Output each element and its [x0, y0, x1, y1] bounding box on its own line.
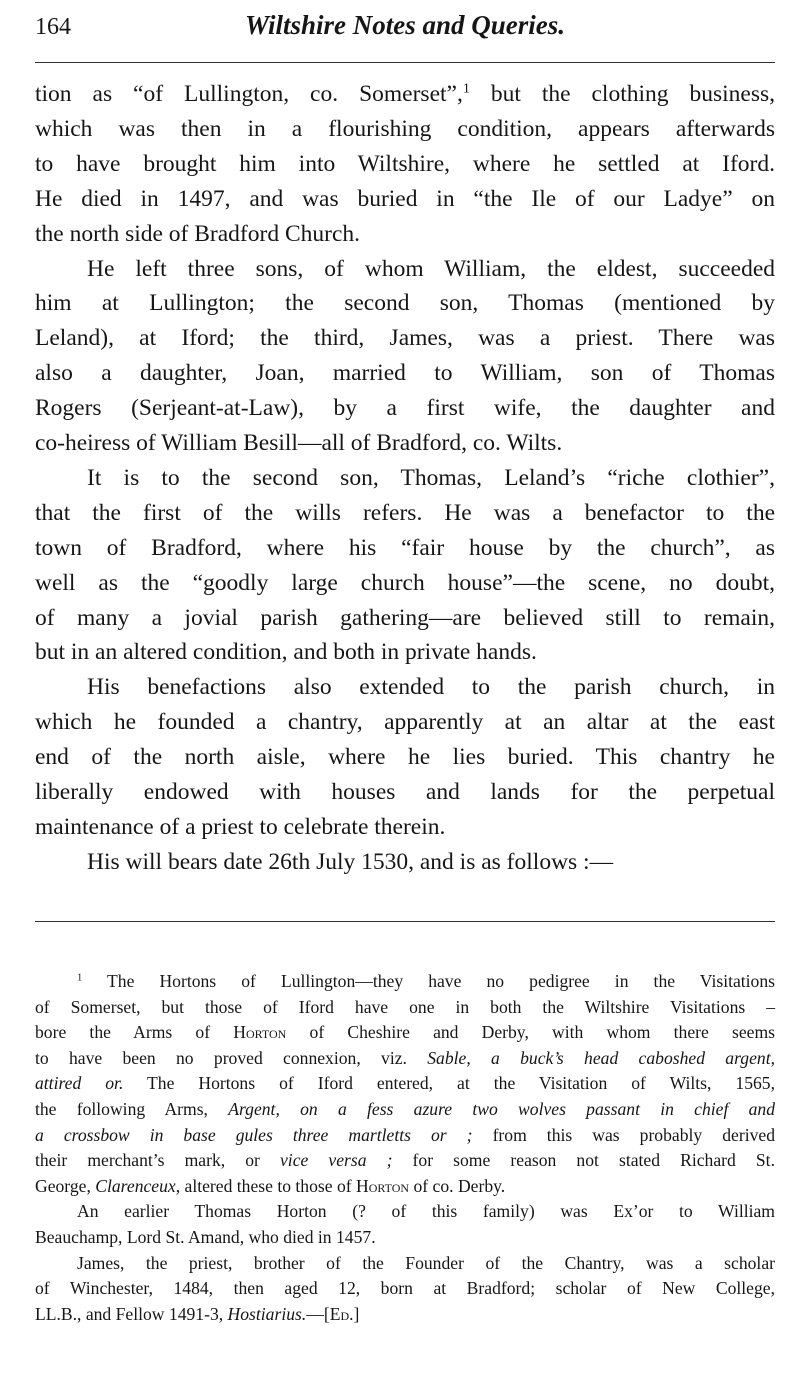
body-text: to have brought him into Wiltshire, where he settled at Iford.	[35, 150, 775, 177]
body-text: which was then in a flourishing condition, appears afterwards	[35, 115, 775, 142]
body-line	[87, 848, 775, 876]
body-text: end of the north aisle, where he lies buried. This chantry he	[35, 744, 775, 771]
footnote-text: for some reason not stated Richard St.	[392, 1150, 775, 1171]
body-text: He left three sons, of whom William, the eldest, succeeded	[87, 255, 775, 282]
body-text: liberally endowed with houses and lands for the perpetual	[35, 779, 775, 805]
body-text: It is to the second son, Thomas, Leland’s “riche clothier”,	[87, 464, 775, 491]
body-text: of many a jovial parish gathering—are believed still to remain,	[35, 604, 775, 631]
footnote-text: the following Arms,	[35, 1099, 229, 1119]
body-line	[35, 813, 775, 841]
body-text: also a daughter, Joan, married to William, son of Thomas	[35, 360, 775, 387]
footnote-line	[35, 997, 775, 1018]
body-text: which he founded a chantry, apparently at an altar at the east	[35, 709, 775, 736]
footnote-line	[77, 1201, 775, 1222]
body-text: the north side of Bradford Church.	[35, 220, 361, 247]
footnote-line	[35, 1073, 775, 1094]
body-line	[87, 464, 775, 492]
body-line	[35, 359, 775, 387]
body-line	[35, 778, 775, 806]
footnote-text: Beauchamp, Lord St. Amand, who died in 1457.	[35, 1227, 376, 1247]
footnote-text: Horton	[233, 1022, 287, 1043]
footnote-line	[35, 1125, 775, 1146]
body-text: Rogers (Serjeant-at-Law), by a first wife, the daughter and	[35, 395, 775, 422]
footnote-line	[35, 1048, 775, 1069]
footnote-text: Clarenceux	[95, 1175, 176, 1196]
footnote-text: of co. Derby.	[409, 1175, 506, 1196]
footnote-line	[35, 1176, 775, 1197]
body-line	[35, 394, 775, 422]
footnote-text: a crossbow in base gules three martletts or ;	[35, 1124, 473, 1145]
body-line	[35, 150, 775, 178]
body-line	[35, 499, 775, 527]
body-text: him at Lullington; the second son, Thomas (mentioned by	[35, 290, 775, 317]
body-text: well as the “goodly large church house”—the scene, no doubt,	[35, 569, 775, 596]
body-line	[35, 708, 775, 736]
footnote-text: to have been no proved connexion, viz.	[35, 1047, 428, 1068]
body-line	[35, 743, 775, 771]
footnote-text: attired or.	[35, 1073, 124, 1094]
footnote-text: The Hortons of Iford entered, at the Visitation of Wilts, 1565,	[123, 1073, 775, 1094]
footnote-line	[77, 971, 775, 992]
body-line	[35, 80, 775, 108]
footnote-text: An earlier Thomas Horton (? of this family) was Ex’or to William	[77, 1201, 775, 1222]
footnote-text: , altered these to those of	[175, 1175, 356, 1196]
footnote-marker: 1	[77, 972, 83, 984]
body-line	[35, 429, 775, 457]
body-line	[35, 569, 775, 597]
body-line	[35, 289, 775, 317]
footnote-text: of Cheshire and Derby, with whom there seems	[286, 1022, 775, 1043]
body-text: co-heiress of William Besill—all of Bradford, co. Wilts.	[35, 430, 563, 456]
body-text: maintenance of a priest to celebrate therein.	[35, 813, 446, 840]
footnote-line	[35, 1227, 775, 1248]
running-title: Wiltshire Notes and Queries.	[244, 10, 566, 40]
body-text: but in an altered condition, and both in private hands.	[35, 639, 537, 666]
footnote-line	[35, 1099, 775, 1120]
footnote-line	[35, 1278, 775, 1299]
body-line	[35, 324, 775, 352]
footnote-text: LL.B., and Fellow 1491-3,	[35, 1303, 228, 1324]
footnote-text: Horton	[356, 1175, 410, 1196]
body-line	[35, 534, 775, 562]
body-text: that the first of the wills refers. He was a benefactor to the	[35, 499, 775, 526]
body-line	[87, 673, 775, 701]
footnote-text: their merchant’s mark, or	[35, 1150, 280, 1171]
body-line	[35, 220, 775, 248]
body-line	[35, 604, 775, 632]
footnote-text: Hostiarius.	[227, 1303, 307, 1324]
body-line	[35, 185, 775, 213]
footnote-text: James, the priest, brother of the Founder of the Chantry, was a scholar	[77, 1252, 775, 1273]
footnote-text: George,	[35, 1175, 96, 1196]
footnote-line	[35, 1022, 775, 1043]
body-text: tion as “of Lullington, co. Somerset”,	[35, 81, 463, 107]
footnote-text: Sable, a buck’s head caboshed argent,	[427, 1047, 775, 1068]
footnote-marker: 1	[462, 80, 470, 97]
footnote-rule	[35, 921, 775, 922]
footnote-text: —[Ed.]	[306, 1303, 360, 1324]
body-line	[35, 638, 775, 666]
footnote-text: vice versa ;	[280, 1150, 393, 1171]
footnote-text: of Somerset, but those of Iford have one in both the Wiltshire Visitations –	[35, 996, 775, 1017]
header-rule	[35, 62, 775, 63]
body-text: town of Bradford, where his “fair house by the church”, as	[35, 534, 775, 561]
body-text: but the clothing business,	[469, 81, 775, 107]
body-text: His will bears date 26th July 1530, and is as follows :—	[87, 848, 614, 875]
footnote-text: Argent, on a fess azure two wolves passant in chief and	[228, 1099, 775, 1119]
footnote-text: of Winchester, 1484, then aged 12, born at Bradford; scholar of New College,	[35, 1278, 775, 1299]
footnote-text: The Hortons of Lullington—they have no pedigree in the Visitations	[82, 971, 775, 991]
body-line	[35, 115, 775, 143]
body-text: He died in 1497, and was buried in “the Ile of our Ladye” on	[35, 185, 775, 212]
body-line	[87, 255, 775, 283]
footnote-line	[35, 1304, 775, 1325]
footnote-line	[77, 1253, 775, 1274]
page-number: 164	[35, 14, 71, 40]
footnote-text: from this was probably derived	[472, 1124, 775, 1145]
body-text: His benefactions also extended to the parish church, in	[87, 674, 775, 701]
footnote-text: bore the Arms of	[35, 1022, 234, 1043]
body-text: Leland), at Iford; the third, James, was a priest. There was	[35, 325, 775, 352]
footnote-line	[35, 1150, 775, 1171]
